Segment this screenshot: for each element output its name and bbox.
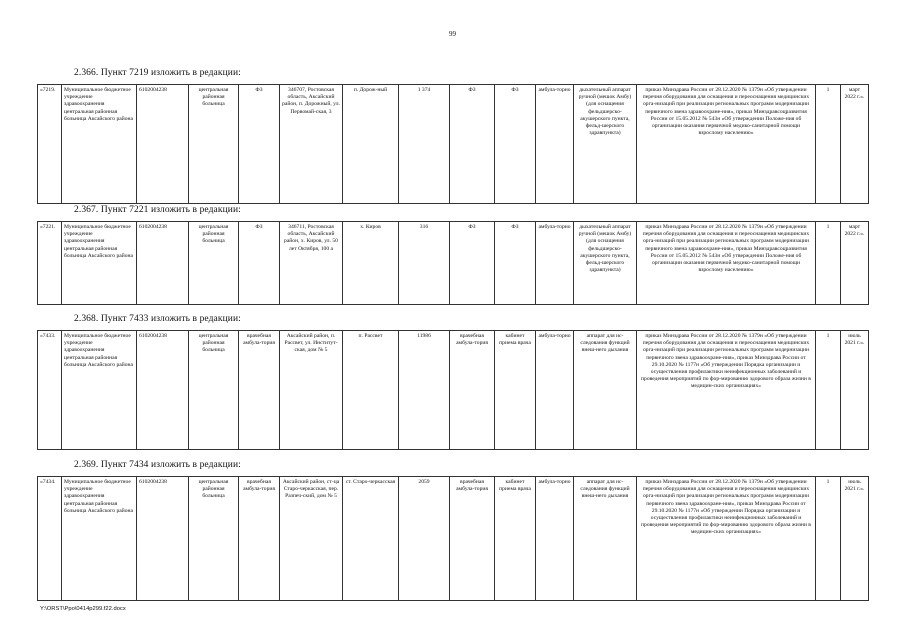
cell-legal-basis: приказ Минздрава России от 28.12.2020 № 1379н «Об утверждении перечня оборудования для оснащения и переоснащения медицинских орга-низаций при реализации региональных программ модернизации первичного звена здравоохране-ния», приказ Минздрава России от 29.10.2020 № 1177н «Об утверждении Порядка организации и осуществления профилактики неинфекционных заболеваний и проведения мероприятий по фор-мированию здорового образа жизни в медицин-ских организациях»	[637, 331, 816, 450]
cell-inn: 6102004238	[137, 222, 189, 305]
section-heading: 2.369. Пункт 7434 изложить в редакции:	[74, 460, 241, 470]
cell-population: 316	[399, 222, 450, 305]
cell-address: 346707, Ростовская область, Аксайский район, п. Дорожный, ул. Первомай-ская, 3	[280, 85, 343, 204]
amendment-table	[37, 84, 869, 204]
cell-equipment: аппарат для ис-следования функций внеш-него дыхания	[574, 477, 637, 601]
cell-date: июль 2021 г.».	[841, 477, 869, 601]
cell-date: июль 2021 г.».	[841, 331, 869, 450]
cell-quantity: 1	[816, 85, 841, 204]
cell-inn: 6102004238	[137, 85, 189, 204]
section-heading: 2.366. Пункт 7219 изложить в редакции:	[74, 68, 241, 78]
cell-equipment: аппарат для ис-следования функций внеш-него дыхания	[574, 331, 637, 450]
cell-unit-type: ФЗ	[239, 222, 280, 305]
section-heading: 2.368. Пункт 7433 изложить в редакции:	[74, 314, 241, 324]
cell-org-type: центральная районная больница	[189, 477, 239, 601]
cell-subdivision: врачебная амбула-тория	[450, 331, 495, 450]
section-heading: 2.367. Пункт 7221 изложить в редакции:	[74, 205, 241, 215]
cell-unit-type: врачебная амбула-тория	[239, 331, 280, 450]
cell-care-condition: амбула-торно	[536, 85, 574, 204]
cell-org-type: центральная районная больница	[189, 331, 239, 450]
cell-care-condition: амбула-торно	[536, 477, 574, 601]
cell-equipment: дыхательный аппарат ручной (мешок Амбу) (для оснащения фельдшерско-акушерского пункта, фельд-шерского здравпункта)	[574, 222, 637, 305]
cell-address: Аксайский район, п. Рассвет, ул. Институт-ская, дом № 5	[280, 331, 343, 450]
cell-unit-type: врачебная амбула-тория	[239, 477, 280, 601]
cell-cabinet: ФЗ	[495, 85, 536, 204]
file-path-footer: Y:\ORST\Ppo\0414p299.f22.docx	[40, 606, 126, 612]
cell-cabinet: ФЗ	[495, 222, 536, 305]
cell-unit-type: ФЗ	[239, 85, 280, 204]
table-row	[38, 477, 869, 601]
cell-subdivision: ФЗ	[450, 222, 495, 305]
cell-organization: Муниципальное бюджетное учреждение здравоохранения центральная районная больница Аксайского района	[62, 222, 137, 305]
cell-legal-basis: приказ Минздрава России от 28.12.2020 № 1379н «Об утверждении перечня оборудования для оснащения и переоснащения медицинских орга-низаций при реализации региональных программ модернизации первичного звена здравоохране-ния», приказ Минздрава России от 29.10.2020 № 1177н «Об утверждении Порядка организации и осуществления профилактики неинфекционных заболеваний и проведения мероприятий по фор-мированию здорового образа жизни в медицин-ских организациях»	[637, 477, 816, 601]
cell-org-type: центральная районная больница	[189, 85, 239, 204]
cell-quantity: 1	[816, 477, 841, 601]
cell-population: 11986	[399, 331, 450, 450]
cell-legal-basis: приказ Минздрава России от 28.12.2020 № 1379н «Об утверждении перечня оборудования для оснащения и переоснащения медицинских орга-низаций при реализации региональных программ модернизации первичного звена здравоохране-ния», приказ Минздравсоцразвития России от 15.05.2012 № 543н «Об утверждении Положе-ния об организации оказания первичной медико-санитарной помощи взрослому населению»	[637, 222, 816, 305]
cell-locality: п. Рассвет	[343, 331, 399, 450]
cell-subdivision: врачебная амбула-тория	[450, 477, 495, 601]
amendment-table	[37, 330, 869, 450]
cell-legal-basis: приказ Минздрава России от 28.12.2020 № 1379н «Об утверждении перечня оборудования для оснащения и переоснащения медицинских орга-низаций при реализации региональных программ модернизации первичного звена здравоохране-ния», приказ Минздравсоцразвития России от 15.05.2012 № 543н «Об утверждении Положе-ния об организации оказания первичной медико-санитарной помощи взрослому населению»	[637, 85, 816, 204]
cell-care-condition: амбула-торно	[536, 331, 574, 450]
cell-cabinet: кабинет приема врача	[495, 477, 536, 601]
cell-address: Аксайский район, ст-ца Старо-черкасская, пер. Разпеч-ский, дом № 5	[280, 477, 343, 601]
cell-inn: 6102004238	[137, 331, 189, 450]
table-row	[38, 331, 869, 450]
cell-population: 2059	[399, 477, 450, 601]
cell-locality: х. Киров	[343, 222, 399, 305]
cell-population: 1 374	[399, 85, 450, 204]
cell-subdivision: ФЗ	[450, 85, 495, 204]
cell-item-number: «7221.	[38, 222, 62, 305]
cell-inn: 6102004238	[137, 477, 189, 601]
cell-cabinet: кабинет приема врача	[495, 331, 536, 450]
cell-item-number: «7433.	[38, 331, 62, 450]
cell-locality: п. Дорож-ный	[343, 85, 399, 204]
cell-quantity: 1	[816, 331, 841, 450]
table-row	[38, 222, 869, 305]
cell-item-number: «7219.	[38, 85, 62, 204]
cell-address: 346711, Ростовская область, Аксайский район, х. Киров, ул. 50 лет Октября, 100 а	[280, 222, 343, 305]
amendment-table	[37, 476, 869, 601]
cell-locality: ст. Старо-черкасская	[343, 477, 399, 601]
cell-organization: Муниципальное бюджетное учреждение здравоохранения центральная районная больница Аксайского района	[62, 85, 137, 204]
amendment-table	[37, 221, 869, 305]
page-number: 99	[449, 30, 456, 38]
cell-item-number: «7434.	[38, 477, 62, 601]
cell-date: март 2022 г.».	[841, 222, 869, 305]
cell-organization: Муниципальное бюджетное учреждение здравоохранения центральная районная больница Аксайского района	[62, 477, 137, 601]
cell-equipment: дыхательный аппарат ручной (мешок Амбу) (для оснащения фельдшерско-акушерского пункта, фельд-шерского здравпункта)	[574, 85, 637, 204]
cell-quantity: 1	[816, 222, 841, 305]
cell-care-condition: амбула-торно	[536, 222, 574, 305]
table-row	[38, 85, 869, 204]
cell-org-type: центральная районная больница	[189, 222, 239, 305]
cell-organization: Муниципальное бюджетное учреждение здравоохранения центральная районная больница Аксайского района	[62, 331, 137, 450]
cell-date: март 2022 г.».	[841, 85, 869, 204]
